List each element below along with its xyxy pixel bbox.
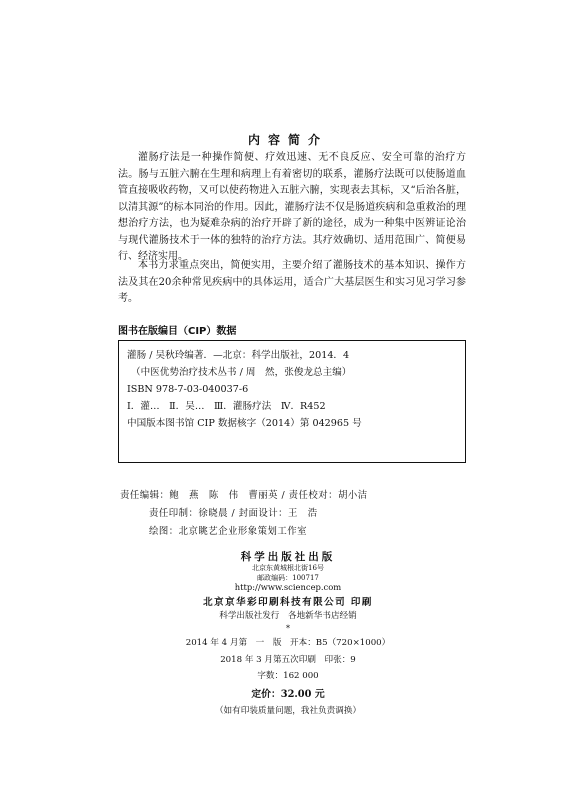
edition-printing: 2018 年 3 月第五次印刷 印张：9 xyxy=(220,655,356,665)
edition-first: 2014 年 4 月第 一 版 开本：B5（720×1000） xyxy=(185,638,391,648)
price: 定价：32.00 元 xyxy=(251,689,325,700)
cip-line-classification: Ⅰ．灌… Ⅱ．吴… Ⅲ．灌肠疗法 Ⅳ．R452 xyxy=(127,401,326,412)
credits-production: 责任印制：徐晓晨 / 封面设计：王 浩 xyxy=(149,508,318,519)
cip-line-isbn: ISBN 978-7-03-040037-6 xyxy=(127,384,249,395)
intro-paragraph-2: 本书力求重点突出，简便实用，主要介绍了灌肠技术的基本知识、操作方法及其在20余种常见疾病中的具体运用，适合广大基层医生和实习见习学习参考。 xyxy=(118,260,466,304)
word-count: 字数：162 000 xyxy=(257,671,319,681)
cip-data-box xyxy=(118,340,466,463)
publisher-address: 北京东黄城根北街16号 xyxy=(252,564,324,572)
publisher-name: 科学出版社出版 xyxy=(240,551,336,563)
section-title: 内容简介 xyxy=(247,133,328,147)
publisher-postcode: 邮政编码：100717 xyxy=(257,574,319,582)
credits-illustration: 绘图：北京眺艺企业形象策划工作室 xyxy=(149,526,308,537)
quality-note: （如有印装质量问题，我社负责调换） xyxy=(214,706,362,716)
cip-line-record-number: 中国版本图书馆 CIP 数据核字（2014）第 042965 号 xyxy=(127,418,362,429)
separator-star: * xyxy=(286,624,290,633)
cip-heading: 图书在版编目（CIP）数据 xyxy=(118,322,466,341)
cip-line-series: （中医优势治疗技术丛书 / 周 然，张俊龙总主编） xyxy=(131,367,352,378)
publisher-url: http://www.sciencep.com xyxy=(234,582,342,592)
credits-editors: 责任编辑：鲍 燕 陈 伟 曹丽英 / 责任校对：胡小洁 xyxy=(120,490,368,501)
cip-line-title: 灌肠 / 吴秋玲编著．—北京：科学出版社，2014．4 xyxy=(127,350,350,361)
printer-name: 北京京华彩印刷科技有限公司 印刷 xyxy=(203,597,373,608)
intro-paragraph-1: 灌肠疗法是一种操作简便、疗效迅速、无不良反应、安全可靠的治疗方法。肠与五脏六腑在生理和病理上有着密切的联系，灌肠疗法既可以使肠道血管直接吸收药物，又可以使药物进入五脏六腑，实现表去其标，又“后治各脏，以清其源”的标本同治的作用。因此，灌肠疗法不仅是肠道疾病和急重救治的理想治疗方法，也为疑难杂病的治疗开辟了新的途径，成为一种集中医辨证论治与现代灌肠技术于一体的独特的治疗方法。其疗效确切、适用范围广、简便易行、经济实用。 xyxy=(118,152,466,262)
distributor: 科学出版社发行 各地新华书店经销 xyxy=(219,611,357,621)
